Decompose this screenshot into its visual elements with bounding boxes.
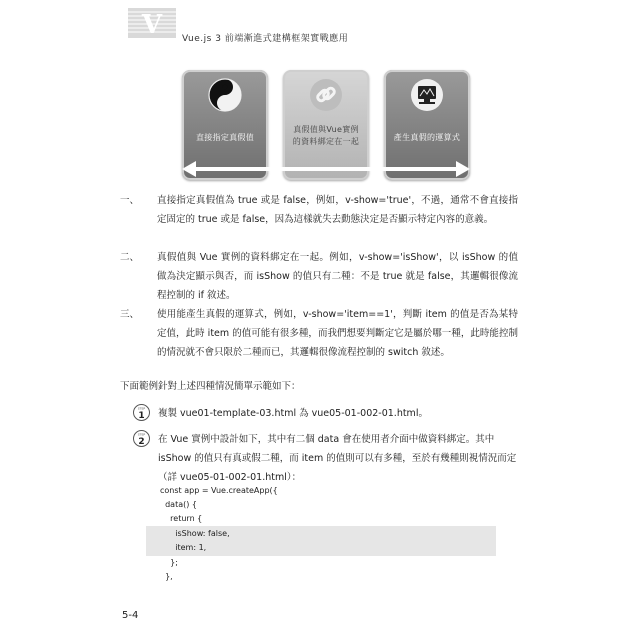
- list-item: [120, 305, 518, 362]
- svg-text:V: V: [141, 10, 163, 38]
- item-text: 使用能產生真假的運算式，例如，v-show='item==1'，判斷 item 的值是否為某特定值，此時 item 的值可能有很多種，而我們想要判斷定它是屬於哪一種，此時能控制的情況就不會只限於二種而已，其邏輯很像流程控制的 switch 敘述。: [157, 309, 518, 358]
- code-line: isShow: false,: [160, 529, 230, 538]
- step-1: [133, 404, 523, 423]
- running-head: Vue.js 3 前端漸進式建構框架實戰應用: [182, 34, 349, 44]
- code-line: data() {: [160, 500, 197, 509]
- item-text: 直接指定真假值為 true 或是 false，例如，v-show='true'，不過，通常不會直接指定固定的 true 或是 false，因為這樣就失去動態決定是否顯示特定內容的意義。: [157, 195, 518, 225]
- yin-yang-icon: [208, 78, 242, 112]
- example-intro: 下面範例針對上述四種情況簡單示範如下：: [120, 381, 301, 392]
- panel-caption: 產生真假的運算式: [393, 133, 461, 142]
- svg-text:1: 1: [138, 411, 145, 421]
- list-item: [120, 248, 518, 305]
- item-number: 三、: [120, 309, 140, 320]
- page-number: 5-4: [122, 610, 139, 621]
- concept-diagram: [182, 70, 470, 190]
- svg-text:2: 2: [138, 437, 145, 447]
- panel-caption: 真假值與Vue實例 的資料綁定在一起: [292, 125, 360, 146]
- step-badge-icon: [133, 430, 150, 447]
- svg-text:STEP: STEP: [137, 432, 146, 437]
- double-arrow-icon: [182, 160, 470, 178]
- code-block: [146, 482, 496, 581]
- step-text: 在 Vue 實例中設計如下，其中有二個 data 會在使用者介面中做資料綁定。其中 isShow 的值只有真或假二種，而 item 的值則可以有多種，至於有幾種則視情況而定（詳 vue05-01-002-01.html）：: [158, 434, 517, 483]
- code-line: },: [160, 572, 173, 581]
- step-text: 複製 vue01-template-03.html 為 vue05-01-002-01.html。: [158, 408, 428, 419]
- item-text: 真假值與 Vue 實例的資料綁定在一起。例如，v-show='isShow'，以 isShow 的值做為決定顯示與否，而 isShow 的值只有二種：不是 true 就是 false，其邏輯很像流程控制的 if 敘述。: [157, 252, 518, 301]
- item-number: 二、: [120, 252, 140, 263]
- code-line: };: [160, 558, 178, 567]
- step-2: [133, 430, 523, 487]
- code-line: item: 1,: [160, 543, 207, 552]
- item-number: 一、: [120, 195, 140, 206]
- step-badge-icon: [133, 404, 150, 421]
- code-line: const app = Vue.createApp({: [160, 486, 278, 495]
- link-icon: [309, 78, 343, 112]
- code-line: return {: [160, 514, 203, 523]
- list-item: [120, 191, 518, 229]
- svg-text:STEP: STEP: [137, 406, 146, 411]
- chapter-logo-icon: [128, 8, 176, 38]
- computer-icon: [410, 78, 444, 112]
- panel-caption: 直接指定真假值: [195, 133, 255, 142]
